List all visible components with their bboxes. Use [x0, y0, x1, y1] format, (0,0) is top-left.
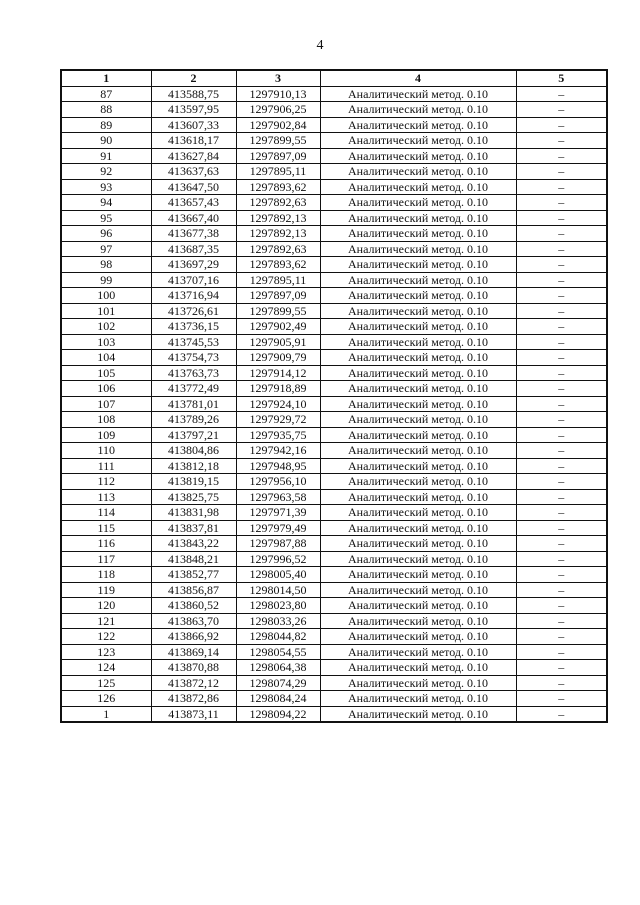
table-cell: 413870,88 — [151, 660, 236, 676]
table-cell: Аналитический метод. 0.10 — [320, 582, 516, 598]
table-row — [61, 133, 607, 149]
table-cell: 94 — [61, 195, 151, 211]
table-cell: 1298044,82 — [236, 629, 320, 645]
table-cell: Аналитический метод. 0.10 — [320, 257, 516, 273]
table-cell: – — [516, 272, 607, 288]
table-cell: 413597,95 — [151, 102, 236, 118]
table-row — [61, 427, 607, 443]
table-row — [61, 102, 607, 118]
table-cell: – — [516, 133, 607, 149]
table-row — [61, 644, 607, 660]
table-row — [61, 86, 607, 102]
table-cell: 413872,12 — [151, 675, 236, 691]
table-cell: 413627,84 — [151, 148, 236, 164]
table-cell: 413677,38 — [151, 226, 236, 242]
table-cell: – — [516, 629, 607, 645]
table-cell: – — [516, 288, 607, 304]
table-cell: Аналитический метод. 0.10 — [320, 334, 516, 350]
table-cell: 112 — [61, 474, 151, 490]
table-cell: 1297895,11 — [236, 272, 320, 288]
table-cell: – — [516, 458, 607, 474]
table-cell: 413657,43 — [151, 195, 236, 211]
table-cell: 413848,21 — [151, 551, 236, 567]
table-cell: 1297956,10 — [236, 474, 320, 490]
table-cell: 413872,86 — [151, 691, 236, 707]
table-cell: – — [516, 536, 607, 552]
table-cell: – — [516, 195, 607, 211]
table-cell: 96 — [61, 226, 151, 242]
table-cell: Аналитический метод. 0.10 — [320, 458, 516, 474]
table-row — [61, 567, 607, 583]
table-cell: 102 — [61, 319, 151, 335]
table-cell: 413687,35 — [151, 241, 236, 257]
table-cell: 90 — [61, 133, 151, 149]
table-row — [61, 412, 607, 428]
table-cell: 1297893,62 — [236, 257, 320, 273]
table-cell: 95 — [61, 210, 151, 226]
column-header: 4 — [320, 70, 516, 86]
table-cell: – — [516, 210, 607, 226]
table-cell: 99 — [61, 272, 151, 288]
table-row — [61, 226, 607, 242]
table-cell: – — [516, 86, 607, 102]
table-row — [61, 148, 607, 164]
table-cell: 1297899,55 — [236, 133, 320, 149]
table-cell: Аналитический метод. 0.10 — [320, 226, 516, 242]
table-row — [61, 536, 607, 552]
table-cell: Аналитический метод. 0.10 — [320, 179, 516, 195]
table-cell: – — [516, 179, 607, 195]
table-cell: 113 — [61, 489, 151, 505]
table-row — [61, 660, 607, 676]
table-cell: 413647,50 — [151, 179, 236, 195]
table-cell: 1298023,80 — [236, 598, 320, 614]
table-cell: Аналитический метод. 0.10 — [320, 195, 516, 211]
table-cell: 413754,73 — [151, 350, 236, 366]
table-cell: 1298054,55 — [236, 644, 320, 660]
table-cell: 413860,52 — [151, 598, 236, 614]
table-header-row — [61, 70, 607, 86]
table-cell: – — [516, 365, 607, 381]
table-cell: 115 — [61, 520, 151, 536]
table-cell: 87 — [61, 86, 151, 102]
table-cell: – — [516, 644, 607, 660]
table-row — [61, 489, 607, 505]
table-cell: 1297979,49 — [236, 520, 320, 536]
table-cell: 1297971,39 — [236, 505, 320, 521]
table-cell: 413745,53 — [151, 334, 236, 350]
table-cell: 413873,11 — [151, 706, 236, 722]
table-cell: – — [516, 613, 607, 629]
table-row — [61, 334, 607, 350]
table-cell: – — [516, 598, 607, 614]
table-cell: Аналитический метод. 0.10 — [320, 210, 516, 226]
table-cell: – — [516, 706, 607, 722]
table-cell: 101 — [61, 303, 151, 319]
table-cell: 413667,40 — [151, 210, 236, 226]
table-cell: 413763,73 — [151, 365, 236, 381]
table-cell: 413852,77 — [151, 567, 236, 583]
table-cell: 120 — [61, 598, 151, 614]
table-cell: 103 — [61, 334, 151, 350]
table-cell: 413781,01 — [151, 396, 236, 412]
table-cell: 123 — [61, 644, 151, 660]
table-cell: 1297924,10 — [236, 396, 320, 412]
table-cell: – — [516, 691, 607, 707]
table-row — [61, 381, 607, 397]
table-cell: 88 — [61, 102, 151, 118]
table-cell: 106 — [61, 381, 151, 397]
table-cell: Аналитический метод. 0.10 — [320, 117, 516, 133]
table-cell: 413607,33 — [151, 117, 236, 133]
table-row — [61, 675, 607, 691]
table-cell: Аналитический метод. 0.10 — [320, 272, 516, 288]
table-cell: 114 — [61, 505, 151, 521]
table-cell: Аналитический метод. 0.10 — [320, 629, 516, 645]
table-cell: Аналитический метод. 0.10 — [320, 474, 516, 490]
table-cell: 413697,29 — [151, 257, 236, 273]
table-cell: Аналитический метод. 0.10 — [320, 102, 516, 118]
table-cell: 1298014,50 — [236, 582, 320, 598]
table-cell: 413772,49 — [151, 381, 236, 397]
table-row — [61, 288, 607, 304]
table-cell: – — [516, 381, 607, 397]
table-cell: Аналитический метод. 0.10 — [320, 644, 516, 660]
table-cell: 413866,92 — [151, 629, 236, 645]
table-cell: 413837,81 — [151, 520, 236, 536]
table-cell: – — [516, 427, 607, 443]
table-cell: 413831,98 — [151, 505, 236, 521]
table-cell: 413726,61 — [151, 303, 236, 319]
table-row — [61, 210, 607, 226]
table-cell: – — [516, 241, 607, 257]
table-cell: Аналитический метод. 0.10 — [320, 567, 516, 583]
table-cell: 1297899,55 — [236, 303, 320, 319]
table-cell: Аналитический метод. 0.10 — [320, 365, 516, 381]
table-cell: 1297914,12 — [236, 365, 320, 381]
table-row — [61, 164, 607, 180]
table-cell: 97 — [61, 241, 151, 257]
table-cell: Аналитический метод. 0.10 — [320, 412, 516, 428]
table-cell: 1298005,40 — [236, 567, 320, 583]
table-row — [61, 706, 607, 722]
table-cell: – — [516, 148, 607, 164]
table-cell: 1297909,79 — [236, 350, 320, 366]
table-cell: Аналитический метод. 0.10 — [320, 427, 516, 443]
table-cell: 1297996,52 — [236, 551, 320, 567]
table-cell: 98 — [61, 257, 151, 273]
table-cell: Аналитический метод. 0.10 — [320, 396, 516, 412]
table-cell: 124 — [61, 660, 151, 676]
table-cell: Аналитический метод. 0.10 — [320, 551, 516, 567]
table-cell: 1297897,09 — [236, 148, 320, 164]
table-row — [61, 691, 607, 707]
table-cell: 1298094,22 — [236, 706, 320, 722]
table-cell: 110 — [61, 443, 151, 459]
table-cell: Аналитический метод. 0.10 — [320, 303, 516, 319]
table-cell: 1297948,95 — [236, 458, 320, 474]
table-cell: Аналитический метод. 0.10 — [320, 86, 516, 102]
table-cell: Аналитический метод. 0.10 — [320, 598, 516, 614]
table-cell: Аналитический метод. 0.10 — [320, 381, 516, 397]
table-cell: 116 — [61, 536, 151, 552]
table-row — [61, 257, 607, 273]
table-cell: Аналитический метод. 0.10 — [320, 148, 516, 164]
table-cell: Аналитический метод. 0.10 — [320, 520, 516, 536]
table-cell: 1297902,84 — [236, 117, 320, 133]
table-cell: 125 — [61, 675, 151, 691]
coordinates-table — [60, 69, 608, 723]
table-cell: 1297910,13 — [236, 86, 320, 102]
table-cell: Аналитический метод. 0.10 — [320, 489, 516, 505]
column-header: 5 — [516, 70, 607, 86]
table-cell: Аналитический метод. 0.10 — [320, 675, 516, 691]
table-cell: 413707,16 — [151, 272, 236, 288]
table-cell: – — [516, 350, 607, 366]
table-cell: 413637,63 — [151, 164, 236, 180]
table-row — [61, 458, 607, 474]
table-cell: 413819,15 — [151, 474, 236, 490]
table-cell: 1297906,25 — [236, 102, 320, 118]
table-cell: Аналитический метод. 0.10 — [320, 319, 516, 335]
table-row — [61, 241, 607, 257]
table-row — [61, 582, 607, 598]
table-cell: Аналитический метод. 0.10 — [320, 164, 516, 180]
table-cell: – — [516, 675, 607, 691]
table-cell: 111 — [61, 458, 151, 474]
table-cell: 413736,15 — [151, 319, 236, 335]
table-cell: 413804,86 — [151, 443, 236, 459]
table-cell: 1298033,26 — [236, 613, 320, 629]
table-cell: 1298074,29 — [236, 675, 320, 691]
table-cell: 1297935,75 — [236, 427, 320, 443]
table-cell: 92 — [61, 164, 151, 180]
table-cell: – — [516, 443, 607, 459]
table-cell: – — [516, 396, 607, 412]
column-header: 1 — [61, 70, 151, 86]
table-cell: Аналитический метод. 0.10 — [320, 288, 516, 304]
table-cell: 1297942,16 — [236, 443, 320, 459]
table-cell: 1297929,72 — [236, 412, 320, 428]
table-cell: – — [516, 303, 607, 319]
page-number: 4 — [316, 38, 324, 53]
table-cell: – — [516, 567, 607, 583]
table-cell: 93 — [61, 179, 151, 195]
table-cell: 413843,22 — [151, 536, 236, 552]
table-row — [61, 365, 607, 381]
table-row — [61, 117, 607, 133]
table-cell: Аналитический метод. 0.10 — [320, 536, 516, 552]
table-cell: 1297897,09 — [236, 288, 320, 304]
table-cell: 100 — [61, 288, 151, 304]
table-row — [61, 474, 607, 490]
table-cell: 1297892,63 — [236, 195, 320, 211]
table-cell: 109 — [61, 427, 151, 443]
table-row — [61, 613, 607, 629]
table-cell: – — [516, 520, 607, 536]
table-cell: – — [516, 334, 607, 350]
table-cell: 413618,17 — [151, 133, 236, 149]
table-cell: 413797,21 — [151, 427, 236, 443]
table-cell: Аналитический метод. 0.10 — [320, 613, 516, 629]
table-row — [61, 551, 607, 567]
table-cell: 413789,26 — [151, 412, 236, 428]
table-cell: Аналитический метод. 0.10 — [320, 706, 516, 722]
table-cell: 1 — [61, 706, 151, 722]
table-cell: 413863,70 — [151, 613, 236, 629]
table-cell: Аналитический метод. 0.10 — [320, 241, 516, 257]
column-header: 2 — [151, 70, 236, 86]
table-row — [61, 396, 607, 412]
table-row — [61, 303, 607, 319]
table-cell: 413825,75 — [151, 489, 236, 505]
table-cell: – — [516, 257, 607, 273]
table-cell: Аналитический метод. 0.10 — [320, 505, 516, 521]
table-cell: 108 — [61, 412, 151, 428]
table-cell: 126 — [61, 691, 151, 707]
table-cell: 121 — [61, 613, 151, 629]
table-row — [61, 350, 607, 366]
table-row — [61, 629, 607, 645]
table-cell: – — [516, 102, 607, 118]
table-row — [61, 505, 607, 521]
table-cell: 89 — [61, 117, 151, 133]
table-cell: Аналитический метод. 0.10 — [320, 691, 516, 707]
table-cell: 413716,94 — [151, 288, 236, 304]
table-row — [61, 443, 607, 459]
table-row — [61, 272, 607, 288]
table-cell: 1297892,63 — [236, 241, 320, 257]
table-cell: 1297918,89 — [236, 381, 320, 397]
table-cell: – — [516, 117, 607, 133]
table-cell: – — [516, 489, 607, 505]
table-cell: – — [516, 660, 607, 676]
table-cell: Аналитический метод. 0.10 — [320, 443, 516, 459]
table-row — [61, 598, 607, 614]
table-cell: 119 — [61, 582, 151, 598]
table-cell: 413869,14 — [151, 644, 236, 660]
table-cell: – — [516, 164, 607, 180]
table-cell: 1298064,38 — [236, 660, 320, 676]
table-cell: – — [516, 505, 607, 521]
table-cell: – — [516, 319, 607, 335]
table-cell: 105 — [61, 365, 151, 381]
table-cell: 1298084,24 — [236, 691, 320, 707]
table-cell: – — [516, 582, 607, 598]
table-body — [61, 86, 607, 722]
table-cell: 104 — [61, 350, 151, 366]
table-cell: 413812,18 — [151, 458, 236, 474]
table-row — [61, 179, 607, 195]
table-cell: Аналитический метод. 0.10 — [320, 660, 516, 676]
table-cell: – — [516, 474, 607, 490]
table-cell: 118 — [61, 567, 151, 583]
table-cell: – — [516, 412, 607, 428]
table-cell: 413856,87 — [151, 582, 236, 598]
table-cell: – — [516, 226, 607, 242]
table-cell: 107 — [61, 396, 151, 412]
table-row — [61, 319, 607, 335]
table-cell: 413588,75 — [151, 86, 236, 102]
table-cell: 91 — [61, 148, 151, 164]
table-cell: 122 — [61, 629, 151, 645]
table-cell: 1297895,11 — [236, 164, 320, 180]
table-cell: 1297963,58 — [236, 489, 320, 505]
column-header: 3 — [236, 70, 320, 86]
table-cell: 1297893,62 — [236, 179, 320, 195]
table-cell: 1297987,88 — [236, 536, 320, 552]
table-cell: 117 — [61, 551, 151, 567]
table-row — [61, 195, 607, 211]
table-cell: Аналитический метод. 0.10 — [320, 133, 516, 149]
table-cell: Аналитический метод. 0.10 — [320, 350, 516, 366]
table-row — [61, 520, 607, 536]
table-cell: 1297892,13 — [236, 226, 320, 242]
table-cell: 1297902,49 — [236, 319, 320, 335]
table-cell: 1297892,13 — [236, 210, 320, 226]
table-cell: – — [516, 551, 607, 567]
table-cell: 1297905,91 — [236, 334, 320, 350]
